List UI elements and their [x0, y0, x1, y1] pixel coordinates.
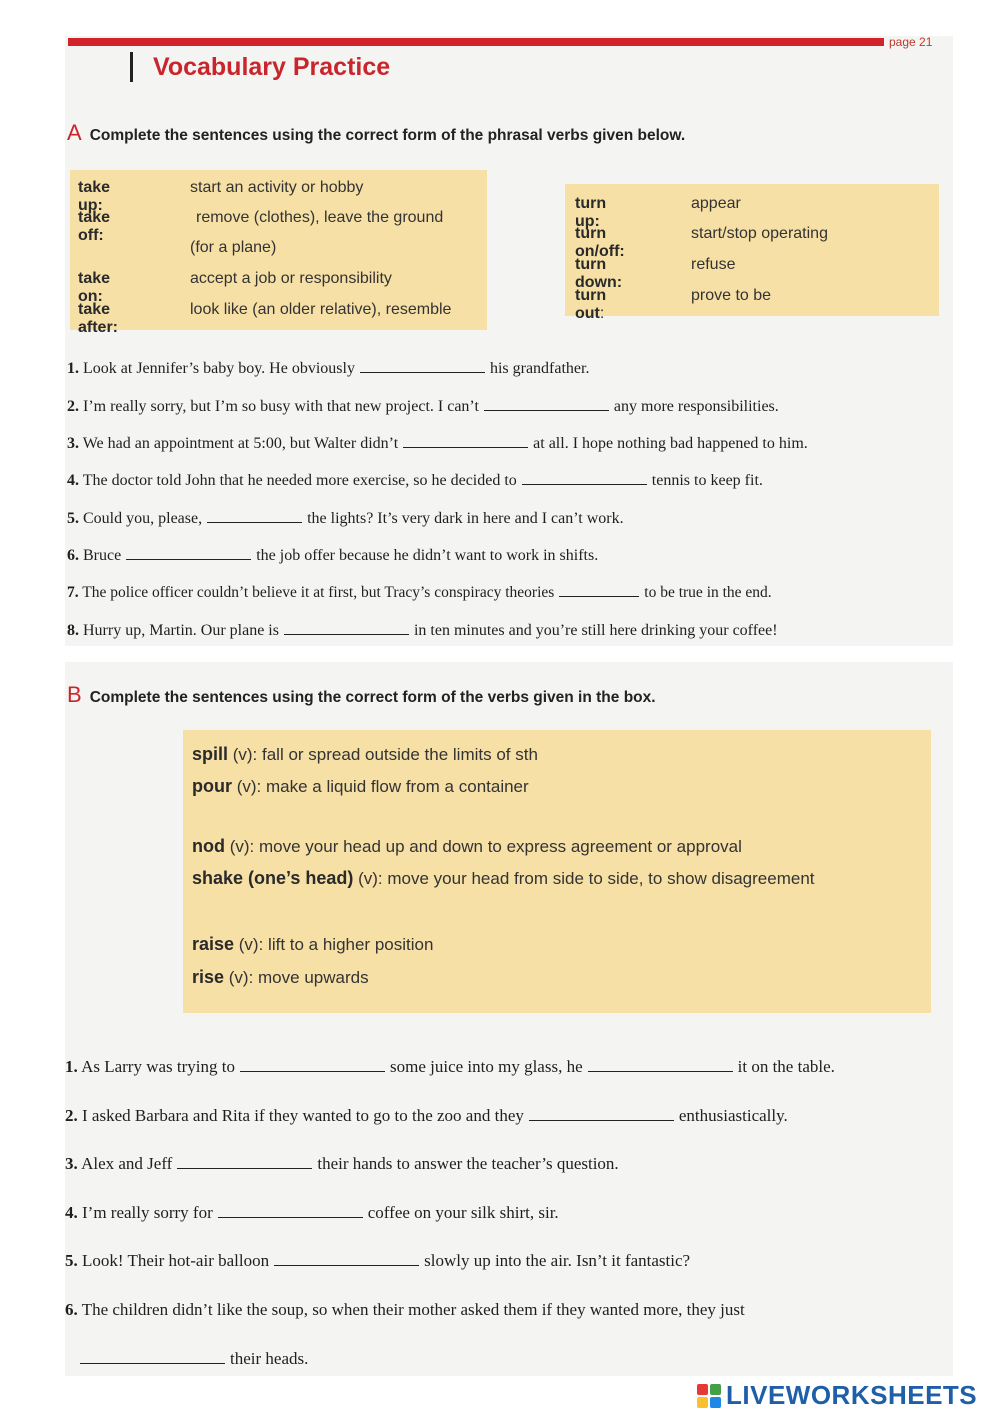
section-a-instruction: Complete the sentences using the correct form of the phrasal verbs given below. — [89, 127, 686, 144]
sentence-part: the lights? It’s very dark in here and I can’t work. — [307, 510, 624, 527]
answer-blank[interactable] — [522, 470, 647, 485]
term-word: turn out — [575, 287, 607, 322]
sentence-part: As Larry was trying to — [81, 1057, 235, 1076]
answer-blank[interactable] — [559, 582, 639, 597]
definition: (v): move your head from side to side, to show disagreement — [353, 869, 815, 888]
answer-blank[interactable] — [177, 1154, 312, 1169]
term — [575, 287, 606, 323]
sentence-part: any more responsibilities. — [613, 398, 779, 415]
answer-blank[interactable] — [274, 1251, 419, 1266]
sentence-part: The police officer couldn’t believe it at first, but Tracy’s conspiracy theories — [82, 584, 555, 601]
definition: refuse — [691, 256, 736, 273]
sentence-part: I’m really sorry for — [82, 1203, 213, 1222]
turn-phrasal-verbs-box — [565, 184, 939, 322]
item-number: 6. — [67, 547, 79, 564]
exercise-b-item-2 — [65, 1106, 788, 1126]
item-number: 6. — [65, 1300, 78, 1319]
sentence-part: their hands to answer the teacher’s question. — [317, 1154, 619, 1173]
definition-raise — [192, 934, 433, 955]
exercise-a-item-4 — [67, 470, 763, 490]
exercise-a-item-8 — [67, 620, 778, 640]
answer-blank[interactable] — [403, 433, 528, 448]
term: take up: — [78, 179, 111, 214]
sentence-part: Hurry up, Martin. Our plane is — [83, 622, 279, 639]
sentence-part: We had an appointment at 5:00, but Walter didn’t — [82, 435, 399, 452]
sentence-part: at all. I hope nothing bad happened to him. — [533, 435, 808, 452]
exercise-b-item-6 — [65, 1300, 745, 1320]
item-number: 1. — [65, 1057, 78, 1076]
answer-blank[interactable] — [80, 1349, 225, 1364]
logo-text: LIVEWORKSHEETS — [726, 1380, 978, 1410]
definition: (v): move your head up and down to express agreement or approval — [225, 837, 742, 856]
sentence-part: some juice into my glass, he — [389, 1057, 583, 1076]
term: pour — [192, 776, 232, 796]
item-number: 4. — [65, 1203, 78, 1222]
answer-blank[interactable] — [360, 358, 485, 373]
sentence-part: I’m really sorry, but I’m so busy with that new project. I can’t — [83, 398, 479, 415]
sentence-part: Look at Jennifer’s baby boy. He obviously — [83, 360, 355, 377]
answer-blank[interactable] — [240, 1057, 385, 1072]
answer-blank[interactable] — [529, 1106, 674, 1121]
definition-pour — [192, 776, 529, 797]
sentence-part: to be true in the end. — [644, 584, 772, 601]
definition-nod — [192, 836, 742, 857]
sentence-part: their heads. — [230, 1349, 309, 1368]
definition: start/stop operating — [691, 225, 828, 242]
item-number: 2. — [65, 1106, 78, 1125]
definition: (v): make a liquid flow from a container — [232, 777, 529, 796]
definition-rise — [192, 967, 369, 988]
answer-blank[interactable] — [126, 545, 251, 560]
answer-blank[interactable] — [588, 1057, 733, 1072]
definition: (v): fall or spread outside the limits of sth — [228, 745, 538, 764]
term: shake (one’s head) — [192, 868, 354, 888]
term: take on: — [78, 270, 111, 305]
term: nod — [192, 836, 225, 856]
exercise-a-item-3 — [67, 433, 808, 453]
sentence-part: I asked Barbara and Rita if they wanted to go to the zoo and they — [82, 1106, 524, 1125]
title-block — [130, 52, 390, 82]
exercise-a-item-7 — [67, 582, 772, 602]
exercise-a-item-2 — [67, 396, 779, 416]
item-number: 4. — [67, 472, 79, 489]
item-number: 5. — [65, 1251, 78, 1270]
term: rise — [192, 967, 225, 987]
sentence-part: the job offer because he didn’t want to work in shifts. — [256, 547, 599, 564]
section-b-instruction: Complete the sentences using the correct form of the verbs given in the box. — [89, 689, 656, 706]
sentence-part: Could you, please, — [83, 510, 203, 527]
term: turn on/off: — [575, 225, 625, 260]
header-red-bar — [68, 38, 884, 46]
term: raise — [192, 934, 235, 954]
page-title: Vocabulary Practice — [153, 52, 391, 81]
definition: accept a job or responsibility — [190, 270, 392, 287]
sentence-part: Look! Their hot-air balloon — [82, 1251, 270, 1270]
answer-blank[interactable] — [207, 508, 302, 523]
term: turn down: — [575, 256, 623, 291]
item-number: 3. — [65, 1154, 78, 1173]
sentence-part: Bruce — [83, 547, 122, 564]
title-divider — [130, 52, 133, 82]
definition: appear — [691, 195, 741, 212]
exercise-a-item-5 — [67, 508, 624, 528]
answer-blank[interactable] — [484, 396, 609, 411]
liveworksheets-logo[interactable] — [697, 1380, 977, 1411]
page-number: page 21 — [889, 35, 933, 49]
definition-cont: (for a plane) — [190, 239, 277, 256]
sentence-part: coffee on your silk shirt, sir. — [367, 1203, 559, 1222]
term: turn up: — [575, 195, 607, 230]
section-a-heading — [67, 120, 685, 146]
definition: (v): move upwards — [224, 968, 369, 987]
answer-blank[interactable] — [284, 620, 409, 635]
take-phrasal-verbs-box — [70, 170, 487, 336]
sentence-part: it on the table. — [737, 1057, 835, 1076]
term: spill — [192, 744, 229, 764]
logo-grid-icon — [697, 1384, 721, 1408]
item-number: 5. — [67, 510, 79, 527]
term: take after: — [78, 301, 119, 336]
definition-shake — [192, 868, 815, 889]
sentence-part: slowly up into the air. Isn’t it fantastic? — [424, 1251, 691, 1270]
section-divider — [65, 646, 953, 662]
exercise-b-item-5 — [65, 1251, 690, 1271]
section-a-letter: A — [67, 120, 82, 145]
definition: prove to be — [691, 287, 772, 304]
exercise-b-item-6-cont — [80, 1349, 308, 1369]
item-number: 3. — [67, 435, 79, 452]
definition: remove (clothes), leave the ground — [196, 209, 444, 226]
exercise-b-item-4 — [65, 1203, 559, 1223]
exercise-b-item-3 — [65, 1154, 619, 1174]
section-b-letter: B — [67, 682, 82, 707]
item-number: 1. — [67, 360, 79, 377]
sentence-part: his grandfather. — [489, 360, 590, 377]
item-number: 7. — [67, 584, 79, 601]
item-number: 2. — [67, 398, 79, 415]
term: take off: — [78, 209, 111, 244]
sentence-part: tennis to keep fit. — [651, 472, 763, 489]
item-number: 8. — [67, 622, 79, 639]
answer-blank[interactable] — [218, 1203, 363, 1218]
exercise-a-item-1 — [67, 358, 589, 378]
definition-spill — [192, 744, 538, 765]
sentence-part: Alex and Jeff — [81, 1154, 173, 1173]
sentence-part: The doctor told John that he needed more exercise, so he decided to — [82, 472, 517, 489]
definition: start an activity or hobby — [190, 179, 364, 196]
definition: (v): lift to a higher position — [234, 935, 434, 954]
term-colon: : — [599, 305, 605, 322]
definition: look like (an older relative), resemble — [190, 301, 452, 318]
sentence-part: The children didn’t like the soup, so when their mother asked them if they wanted more, they just — [81, 1300, 745, 1319]
exercise-a-item-6 — [67, 545, 598, 565]
sentence-part: in ten minutes and you’re still here drinking your coffee! — [413, 622, 778, 639]
sentence-part: enthusiastically. — [678, 1106, 788, 1125]
exercise-b-item-1 — [65, 1057, 835, 1077]
section-b-heading — [67, 682, 656, 708]
